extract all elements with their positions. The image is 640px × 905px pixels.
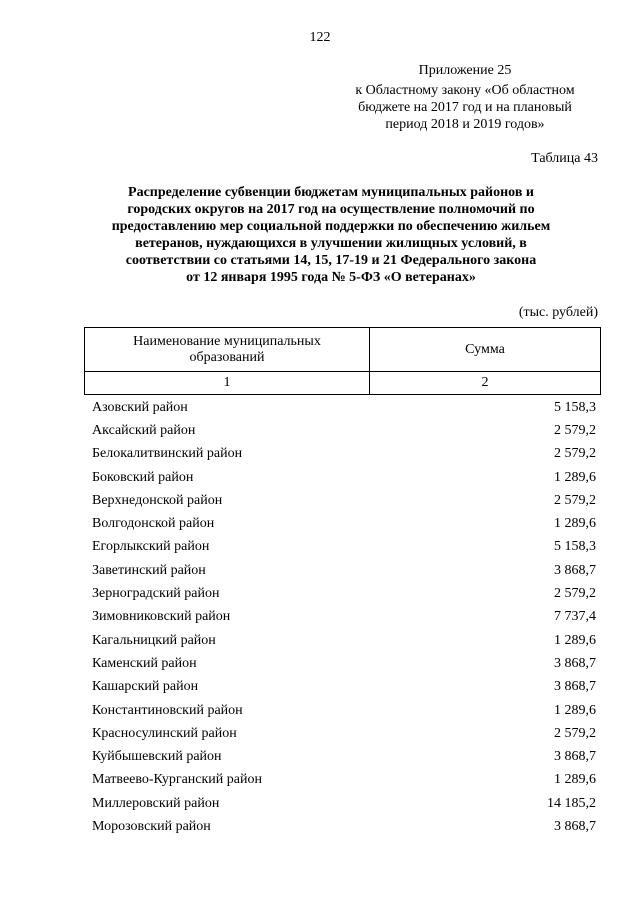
row-name: Волгодонской район [92, 516, 215, 532]
row-amount: 1 289,6 [554, 632, 596, 648]
table-row [84, 629, 601, 652]
row-amount: 5 158,3 [554, 399, 596, 415]
row-name: Зерноградский район [92, 586, 220, 602]
column-number-row [85, 372, 601, 395]
row-name: Азовский район [92, 399, 188, 415]
table-row [84, 815, 601, 838]
row-amount: 1 289,6 [554, 469, 596, 485]
row-amount: 3 868,7 [554, 679, 596, 695]
appendix-line: к Областному закону «Об областном [355, 83, 575, 98]
units-label: (тыс. рублей) [518, 305, 598, 320]
title-line: городских округов на 2017 год на осуществление полномочий по [127, 202, 535, 217]
table-row [84, 396, 601, 419]
row-name: Константиновский район [92, 702, 243, 718]
header-name-cell [85, 328, 370, 372]
column-number: 1 [85, 372, 370, 395]
row-name: Куйбышевский район [92, 749, 222, 765]
row-name: Матвеево-Курганский район [92, 772, 262, 788]
row-amount: 3 868,7 [554, 562, 596, 578]
header-name-line: Наименование муниципальных [133, 333, 321, 349]
table-row [84, 792, 601, 815]
document-title [96, 184, 566, 286]
row-amount: 3 868,7 [554, 818, 596, 834]
header-name-line: образований [189, 349, 265, 365]
table-row [84, 443, 601, 466]
appendix-title: Приложение 25 [418, 63, 512, 78]
table-row [84, 676, 601, 699]
row-name: Красносулинский район [92, 725, 237, 741]
title-line: соответствии со статьями 14, 15, 17-19 и 21 Федерального закона [125, 253, 537, 268]
row-name: Каменский район [92, 655, 197, 671]
table-row [84, 466, 601, 489]
row-amount: 2 579,2 [554, 586, 596, 602]
table-row [84, 512, 601, 535]
table-row [84, 559, 601, 582]
table-row [84, 582, 601, 605]
row-amount: 2 579,2 [554, 725, 596, 741]
table-row [84, 699, 601, 722]
row-name: Белокалитвинский район [92, 446, 243, 462]
row-amount: 1 289,6 [554, 772, 596, 788]
row-name: Заветинский район [92, 562, 206, 578]
row-amount: 2 579,2 [554, 492, 596, 508]
row-name: Верхнедонской район [92, 492, 223, 508]
table-row [84, 536, 601, 559]
row-amount: 7 737,4 [554, 609, 596, 625]
table-row [84, 419, 601, 442]
title-line: предоставлению мер социальной поддержки по обеспечению жильем [111, 219, 551, 234]
table-header-row [85, 328, 601, 372]
row-amount: 14 185,2 [547, 795, 596, 811]
table-row [84, 745, 601, 768]
table-row [84, 489, 601, 512]
row-name: Аксайский район [92, 422, 196, 438]
table-row [84, 769, 601, 792]
table-number: Таблица 43 [531, 151, 598, 166]
title-line: от 12 января 1995 года № 5-ФЗ «О ветеранах» [186, 270, 476, 285]
table-body [84, 396, 601, 839]
row-name: Кашарский район [92, 679, 199, 695]
row-name: Егорлыкский район [92, 539, 210, 555]
row-name: Зимовниковский район [92, 609, 231, 625]
appendix-block [330, 62, 600, 133]
title-line: Распределение субвенции бюджетам муниципальных районов и [128, 185, 534, 200]
row-amount: 2 579,2 [554, 422, 596, 438]
row-amount: 3 868,7 [554, 749, 596, 765]
row-name: Морозовский район [92, 818, 211, 834]
row-name: Миллеровский район [92, 795, 220, 811]
table-header [84, 327, 601, 395]
table-row [84, 652, 601, 675]
header-sum-cell: Сумма [370, 328, 601, 372]
page-number: 122 [309, 30, 331, 45]
table-row [84, 606, 601, 629]
row-amount: 3 868,7 [554, 655, 596, 671]
appendix-line: период 2018 и 2019 годов» [385, 117, 545, 132]
table-row [84, 722, 601, 745]
row-name: Боковский район [92, 469, 194, 485]
row-name: Кагальницкий район [92, 632, 216, 648]
row-amount: 5 158,3 [554, 539, 596, 555]
title-line: ветеранов, нуждающихся в улучшении жилищных условий, в [135, 236, 527, 251]
column-number: 2 [370, 372, 601, 395]
row-amount: 1 289,6 [554, 516, 596, 532]
appendix-line: бюджете на 2017 год и на плановый [358, 100, 572, 115]
row-amount: 2 579,2 [554, 446, 596, 462]
row-amount: 1 289,6 [554, 702, 596, 718]
